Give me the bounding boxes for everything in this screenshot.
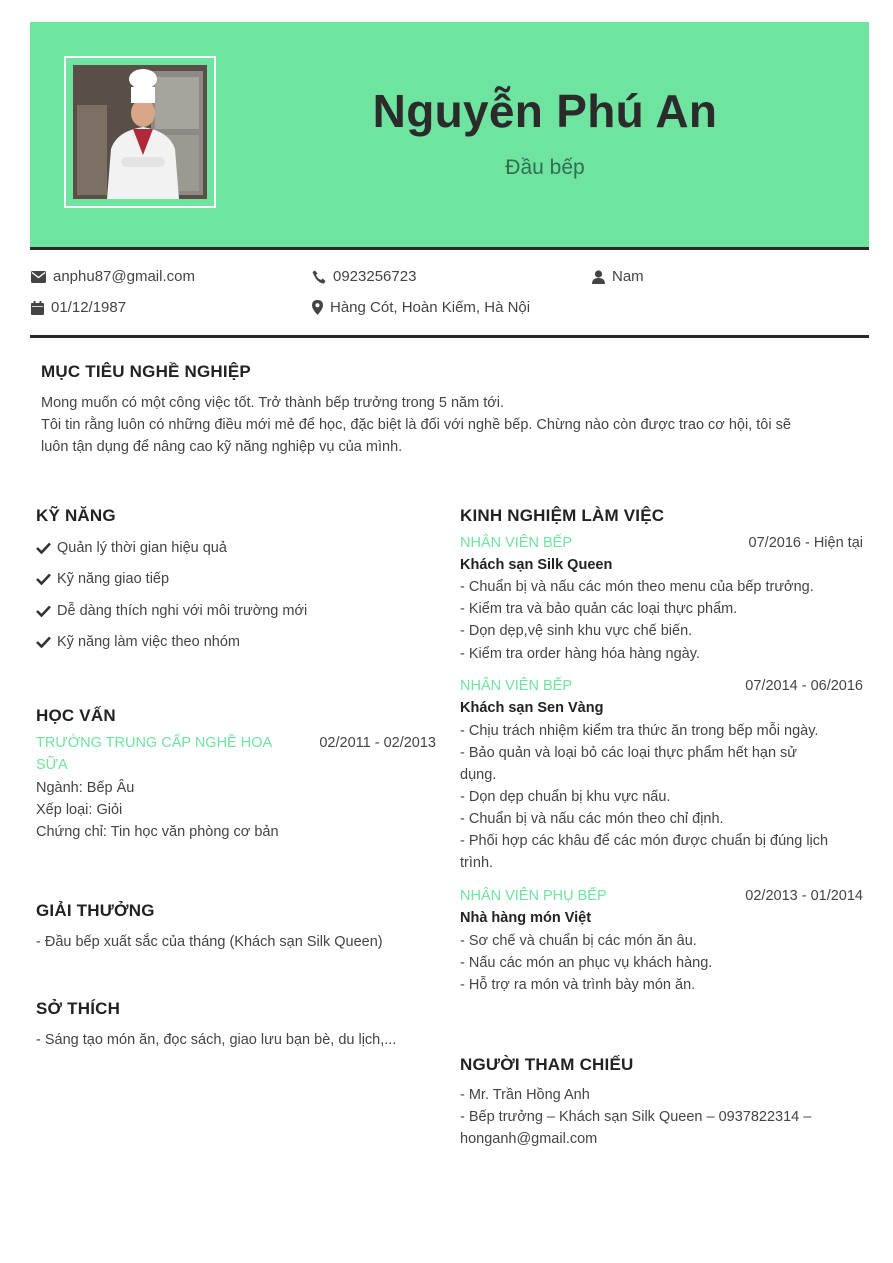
hobbies-title: SỞ THÍCH	[36, 999, 121, 1018]
job-duty: dụng.	[460, 767, 497, 783]
candidate-name: Nguyễn Phú An	[372, 85, 718, 137]
phone-text: 0923256723	[333, 268, 417, 285]
address-text: Hàng Cót, Hoàn Kiếm, Hà Nội	[330, 299, 531, 316]
awards-title: GIẢI THƯỞNG	[36, 901, 155, 920]
check-icon	[36, 605, 51, 617]
reference-line: - Mr. Trần Hồng Anh	[460, 1087, 590, 1103]
job-dates: 07/2014 - 06/2016	[745, 678, 863, 694]
job-dates: 02/2013 - 01/2014	[745, 888, 863, 904]
reference-line: honganh@gmail.com	[460, 1131, 598, 1147]
check-icon	[36, 573, 51, 585]
reference-line: - Bếp trưởng – Khách sạn Silk Queen – 0937822314 –	[460, 1109, 812, 1125]
candidate-role: Đầu bếp	[505, 156, 585, 179]
references-title: NGƯỜI THAM CHIẾU	[460, 1055, 634, 1074]
objective-text	[41, 392, 861, 458]
profile-photo-frame	[64, 56, 216, 208]
skill-item	[36, 540, 227, 556]
job-duty: - Sơ chế và chuẩn bị các món ăn âu.	[460, 933, 697, 949]
job-duty: - Kiểm tra và bảo quản các loại thực phẩm.	[460, 601, 738, 617]
job-position: NHÂN VIÊN BẾP	[460, 678, 572, 694]
profile-photo	[73, 65, 207, 199]
contact-address	[312, 299, 530, 316]
envelope-icon	[31, 271, 46, 283]
skills-title: KỸ NĂNG	[36, 506, 116, 525]
divider	[30, 247, 869, 250]
skill-label: Kỹ năng làm việc theo nhóm	[57, 634, 240, 650]
birthday-text: 01/12/1987	[51, 299, 127, 316]
check-icon	[36, 542, 51, 554]
job-duty: - Chuẩn bị và nấu các món theo chỉ định.	[460, 811, 724, 827]
skill-label: Dễ dàng thích nghi với môi trường mới	[57, 603, 308, 619]
job-duty: - Dọn dẹp chuẩn bị khu vực nấu.	[460, 789, 671, 805]
contact-email	[31, 268, 195, 285]
job-company: Khách sạn Silk Queen	[460, 557, 613, 573]
job-company: Nhà hàng món Việt	[460, 910, 592, 926]
award-item: - Đầu bếp xuất sắc của tháng (Khách sạn Silk Queen)	[36, 934, 383, 950]
skill-item	[36, 571, 169, 587]
education-title: HỌC VẤN	[36, 706, 116, 725]
job-duty: - Phối hợp các khâu để các món được chuẩn bị đúng lịch	[460, 833, 829, 849]
map-marker-icon	[312, 300, 323, 315]
job-duty: - Kiểm tra order hàng hóa hàng ngày.	[460, 646, 700, 662]
job-company: Khách sạn Sen Vàng	[460, 700, 604, 716]
job-duty: trình.	[460, 855, 494, 871]
phone-icon	[312, 270, 326, 284]
education-detail: Chứng chỉ: Tin học văn phòng cơ bản	[36, 824, 279, 840]
job-duty: - Chuẩn bị và nấu các món theo menu của bếp trưởng.	[460, 579, 814, 595]
skill-label: Kỹ năng giao tiếp	[57, 571, 170, 587]
calendar-icon	[31, 301, 44, 315]
skill-item	[36, 603, 307, 619]
job-duty: - Bảo quản và loại bỏ các loại thực phẩm hết hạn sử	[460, 745, 798, 761]
contact-phone	[312, 268, 416, 285]
objective-line: luôn tận dụng để nâng cao kỹ năng nghiệp vụ của mình.	[41, 439, 403, 455]
skill-label: Quản lý thời gian hiệu quả	[57, 540, 227, 556]
hobby-item: - Sáng tạo món ăn, đọc sách, giao lưu bạn bè, du lịch,...	[36, 1032, 397, 1048]
divider	[30, 335, 869, 338]
job-duty: - Chịu trách nhiệm kiểm tra thức ăn trong bếp mỗi ngày.	[460, 723, 819, 739]
gender-text: Nam	[612, 268, 644, 285]
objective-line: Tôi tin rằng luôn có những điều mới mẻ để học, đặc biệt là đối với nghề bếp. Chừng nào còn được trao cơ hội, tôi sẽ	[41, 417, 791, 433]
check-icon	[36, 636, 51, 648]
contact-birthday	[31, 299, 126, 316]
job-dates: 07/2016 - Hiện tại	[748, 535, 863, 551]
email-text: anphu87@gmail.com	[53, 268, 195, 285]
skill-item	[36, 634, 240, 650]
school-name-line1: TRƯỜNG TRUNG CẤP NGHỀ HOA	[36, 735, 273, 751]
job-duty: - Dọn dẹp,vệ sinh khu vực chế biến.	[460, 623, 693, 639]
education-detail: Xếp loại: Giỏi	[36, 802, 123, 818]
education-detail: Ngành: Bếp Âu	[36, 780, 135, 796]
objective-line: Mong muốn có một công việc tốt. Trở thành bếp trưởng trong 5 năm tới.	[41, 395, 504, 411]
job-position: NHÂN VIÊN BẾP	[460, 535, 572, 551]
contact-gender	[592, 268, 644, 285]
header-banner	[30, 22, 869, 247]
job-duty: - Nấu các món an phục vụ khách hàng.	[460, 955, 713, 971]
job-position: NHÂN VIÊN PHỤ BẾP	[460, 888, 607, 904]
education-dates: 02/2011 - 02/2013	[319, 735, 436, 751]
experience-title: KINH NGHIỆM LÀM VIỆC	[460, 506, 665, 525]
school-name-line2: SỮA	[36, 757, 68, 773]
job-duty: - Hỗ trợ ra món và trình bày món ăn.	[460, 977, 696, 993]
objective-title: MỤC TIÊU NGHỀ NGHIỆP	[41, 362, 251, 381]
user-icon	[592, 270, 605, 284]
